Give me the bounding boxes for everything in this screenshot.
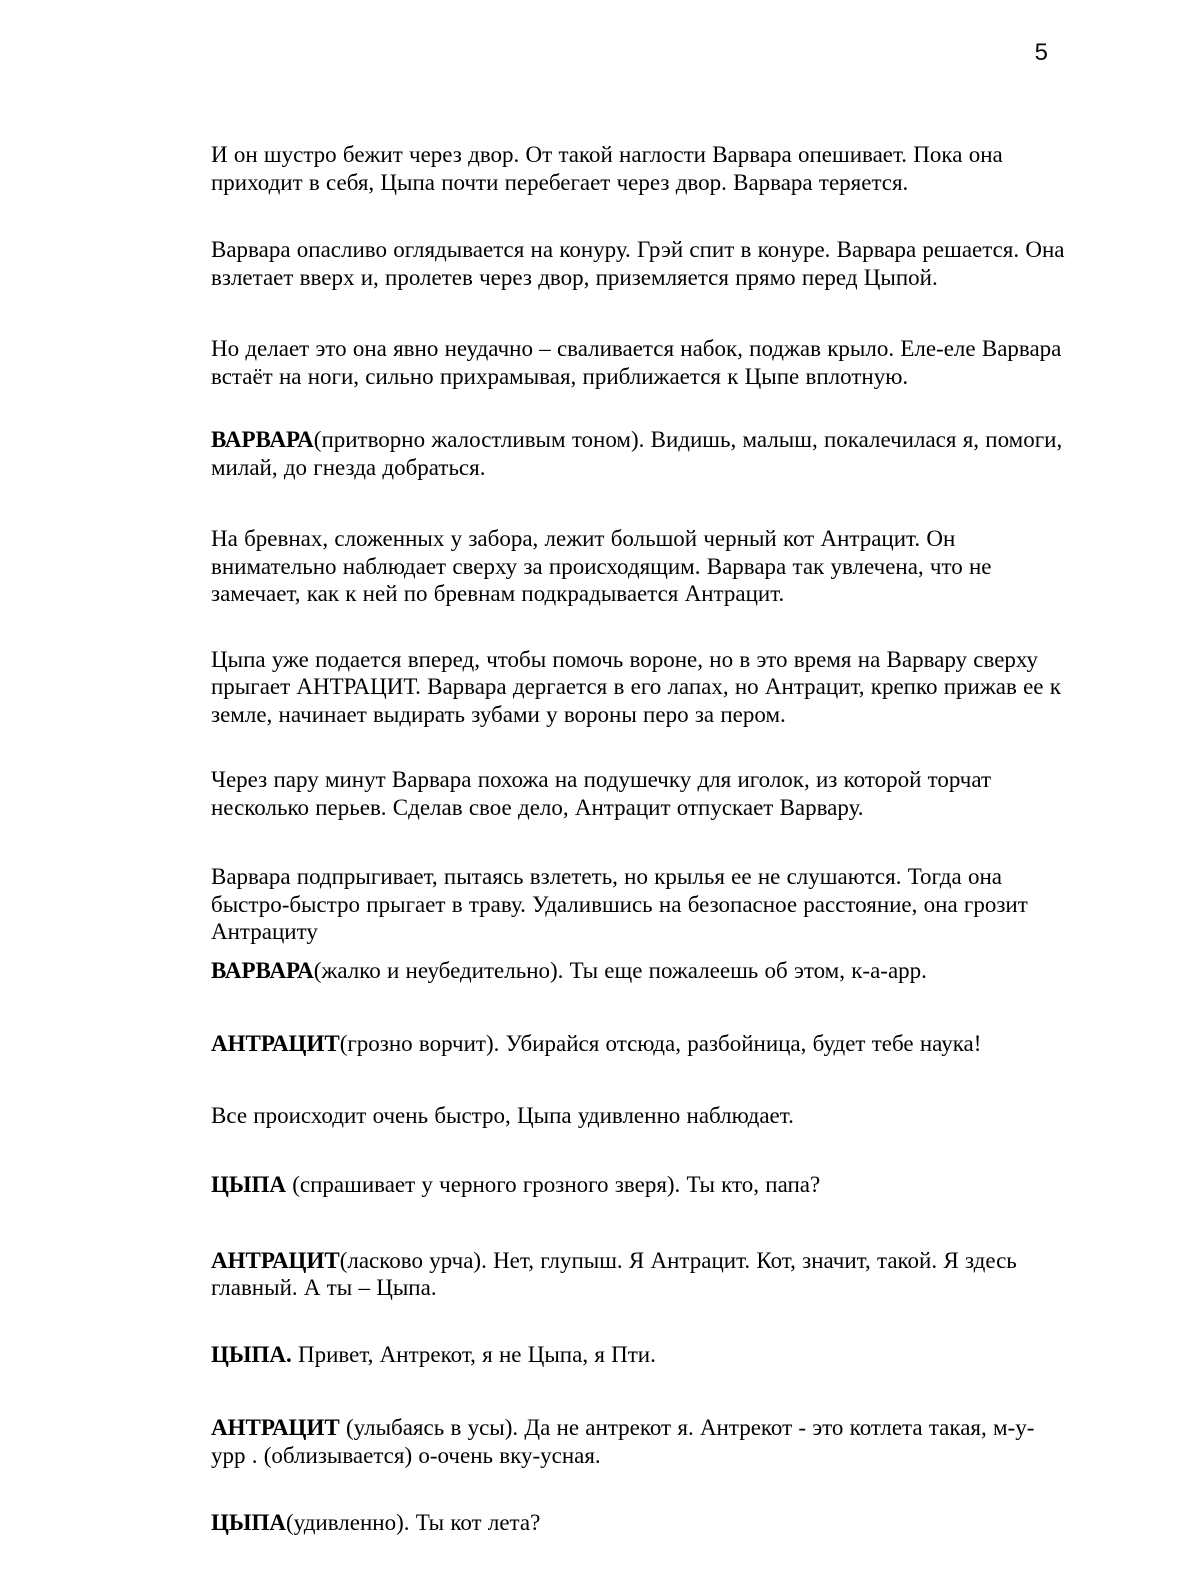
- script-paragraph: [211, 525, 1067, 608]
- paragraph-text: (удивленно). Ты кот лета?: [285, 1510, 541, 1535]
- speaker-name: ЦЫПА: [211, 1510, 286, 1535]
- script-paragraph: [211, 1030, 1067, 1058]
- paragraph-text: (спрашивает у черного грозного зверя). Ты кто, папа?: [285, 1172, 821, 1197]
- script-paragraph: [211, 957, 1067, 985]
- script-paragraph: [211, 1509, 1067, 1537]
- script-paragraph: [211, 1102, 1067, 1130]
- script-paragraph: [211, 236, 1067, 291]
- speaker-name: ВАРВАРА: [211, 427, 314, 452]
- paragraph-text: Цыпа уже подается вперед, чтобы помочь вороне, но в это время на Варвару сверху прыгает АНТРАЦИТ. Варвара дергается в его лапах, но Антрацит, крепко прижав ее к земле, начинает выдирать зубами у вороны перо за пером.: [211, 646, 1061, 727]
- script-paragraph: [211, 141, 1067, 196]
- paragraph-text: (грозно ворчит). Убирайся отсюда, разбойница, будет тебе наука!: [339, 1031, 982, 1056]
- script-content: [211, 141, 1067, 1537]
- paragraph-text: (ласково урча). Нет, глупыш. Я Антрацит. Кот, значит, такой. Я здесь главный. А ты – Цыпа.: [211, 1247, 1017, 1300]
- speaker-name: ЦЫПА.: [211, 1341, 292, 1367]
- script-paragraph: [211, 646, 1067, 729]
- speaker-name: АНТРАЦИТ: [211, 1415, 340, 1440]
- paragraph-text: (улыбаясь в усы). Да не антрекот я. Антрекот - это котлета такая, м-у-урр . (облизывается) о-очень вку-усная.: [211, 1415, 1035, 1468]
- script-paragraph: [211, 426, 1067, 481]
- paragraph-text: Варвара подпрыгивает, пытаясь взлететь, но крылья ее не слушаются. Тогда она быстро-быстро прыгает в траву. Удалившись на безопасное расстояние, она грозит Антрациту: [211, 864, 1028, 944]
- paragraph-text: Но делает это она явно неудачно – сваливается набок, поджав крыло. Еле-еле Варвара встаёт на ноги, сильно прихрамывая, приближается к Цыпе вплотную.: [211, 336, 1062, 389]
- script-paragraph: [211, 1247, 1067, 1302]
- paragraph-text: На бревнах, сложенных у забора, лежит большой черный кот Антрацит. Он внимательно наблюдает сверху за происходящим. Варвара так увлечена, что не замечает, как к ней по бревнам подкрадывается Антрацит.: [211, 526, 992, 606]
- paragraph-text: Варвара опасливо оглядывается на конуру. Грэй спит в конуре. Варвара решается. Она взлетает вверх и, пролетев через двор, приземляется прямо перед Цыпой.: [211, 237, 1065, 290]
- script-paragraph: [211, 1341, 1067, 1369]
- speaker-name: АНТРАЦИТ: [211, 1247, 340, 1273]
- paragraph-text: Все происходит очень быстро, Цыпа удивленно наблюдает.: [211, 1102, 794, 1128]
- script-paragraph: [211, 335, 1067, 390]
- script-paragraph: [211, 1171, 1067, 1199]
- paragraph-text: Через пару минут Варвара похожа на подушечку для иголок, из которой торчат несколько перьев. Сделав свое дело, Антрацит отпускает Варвару.: [211, 767, 992, 820]
- speaker-name: ВАРВАРА: [211, 957, 314, 983]
- script-paragraph: [211, 863, 1067, 946]
- speaker-name: ЦЫПА: [211, 1172, 286, 1197]
- speaker-name: АНТРАЦИТ: [211, 1031, 340, 1056]
- paragraph-text: (притворно жалостливым тоном). Видишь, малыш, покалечилася я, помоги, милай, до гнезда добраться.: [211, 427, 1063, 480]
- paragraph-text: (жалко и неубедительно). Ты еще пожалеешь об этом, к-а-арр.: [313, 957, 927, 983]
- paragraph-text: И он шустро бежит через двор. От такой наглости Варвара опешивает. Пока она приходит в себя, Цыпа почти перебегает через двор. Варвара теряется.: [211, 142, 1003, 195]
- paragraph-text: Привет, Антрекот, я не Цыпа, я Пти.: [291, 1341, 656, 1367]
- script-paragraph: [211, 1414, 1067, 1469]
- script-paragraph: [211, 766, 1067, 821]
- page-number: 5: [1034, 39, 1048, 66]
